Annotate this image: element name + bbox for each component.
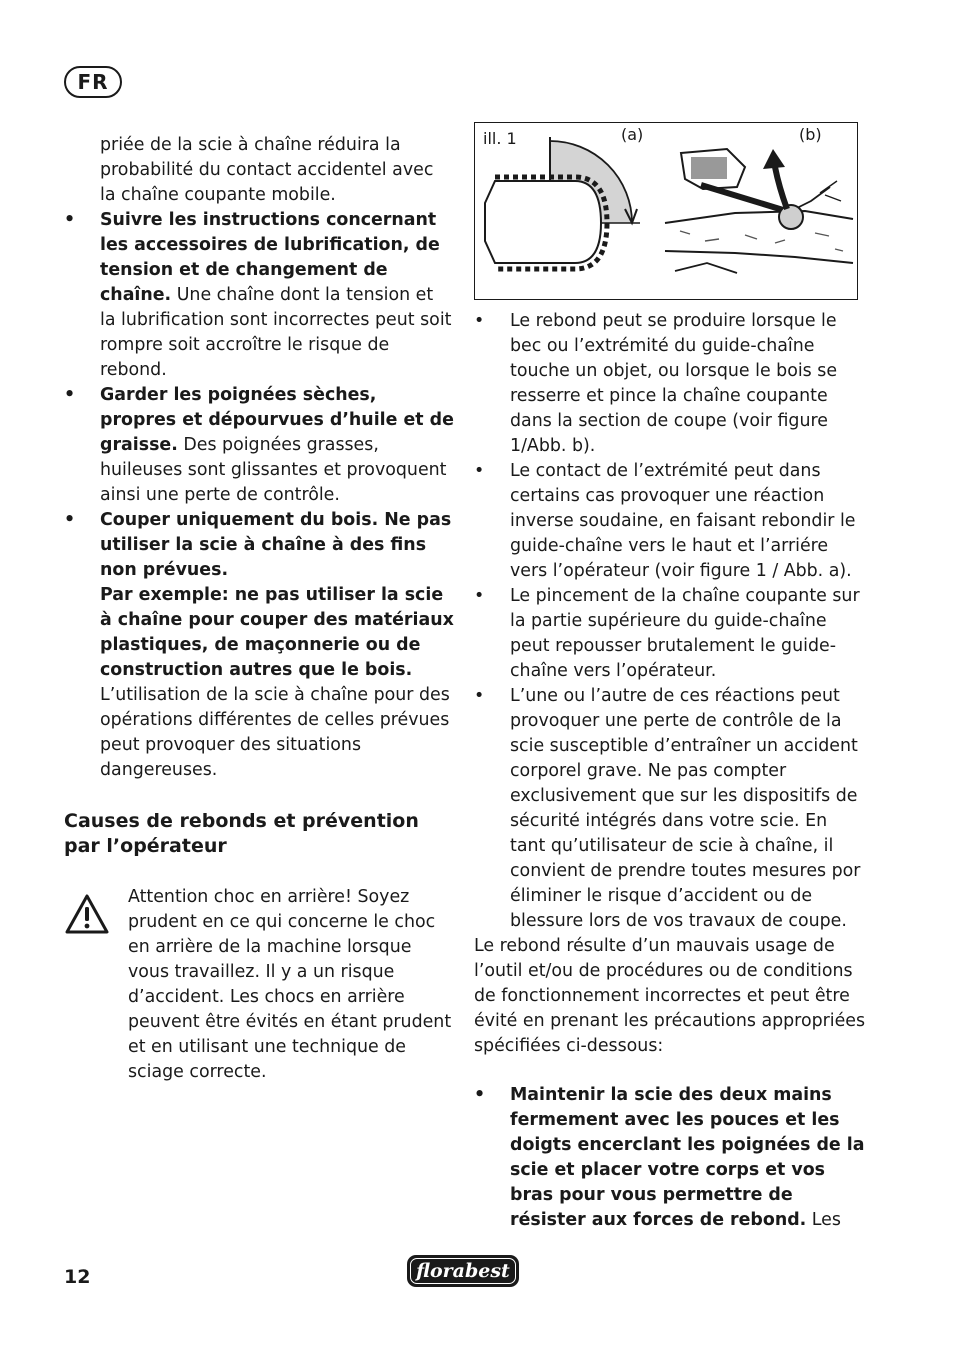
bullet-loss-of-control: [474, 684, 866, 934]
kickback-paragraph: Le rebond résulte d’un mauvais usage de l’outil et/ou de procédures ou de conditions de fonctionnement incorrectes et peut être évité en prenant les précautions appropriées spécifiées ci-dessous:: [474, 936, 866, 1056]
bullet-lubrication: [64, 208, 454, 383]
bullet-text: Les: [806, 1210, 841, 1230]
bullet-dot: •: [474, 586, 485, 606]
bullet-dot: •: [474, 1085, 486, 1105]
paragraph-continued: priée de la scie à chaîne réduira la probabilité du contact accidentel avec la chaîne coupante mobile.: [100, 135, 434, 205]
bullet-dot: •: [64, 385, 76, 405]
warning-text: Attention choc en arrière! Soyez prudent en ce qui concerne le choc en arrière de la machine lorsque vous travaillez. Il y a un risque d’accident. Les chocs en arrière peuvent être évités en étant prudent et en utilisant une technique de sciage correcte.: [128, 887, 452, 1082]
brand-logo: [407, 1255, 519, 1287]
bullet-text: Le rebond peut se produire lorsque le bec ou l’extrémité du guide-chaîne touche un objet, ou lorsque le bois se resserre et pince la chaîne coupante dans la section de coupe (voir figure 1/Abb. b).: [510, 311, 838, 456]
figure-label-a: (a): [621, 125, 644, 144]
kickback-illustration: [474, 122, 858, 300]
bullet-dot: •: [474, 461, 485, 481]
warning-block: [64, 885, 454, 1085]
bullet-dot: •: [474, 311, 485, 331]
left-column: [64, 133, 454, 1085]
bullet-text: Des poignées grasses, huileuses sont glissantes et provoquent ainsi une perte de contrôle.: [100, 435, 447, 505]
bullet-bold-text: Garder les poignées sèches, propres et dépourvues d’huile et de graisse.: [100, 385, 454, 455]
figure-label: ill. 1: [483, 129, 517, 148]
bullet-text: Une chaîne dont la tension et la lubrification sont incorrectes peut soit rompre soit accroître le risque de rebond.: [100, 285, 452, 380]
figure-label-b: (b): [799, 125, 822, 144]
bullet-tip-contact: [474, 459, 866, 584]
warning-triangle-icon: [64, 893, 110, 935]
bullet-two-hands: [474, 1083, 866, 1233]
bullet-dot: •: [64, 210, 76, 230]
bullet-bold-text: Maintenir la scie des deux mains fermement avec les pouces et les doigts encerclant les poignées de la scie et placer votre corps et vos bras pour vous permettre de résister aux forces de rebond.: [510, 1085, 865, 1230]
bullet-kickback-cause: [474, 309, 866, 459]
bullet-wood-only: [64, 508, 454, 783]
bullet-text: L’une ou l’autre de ces réactions peut provoquer une perte de contrôle de la scie susceptible d’entraîner un accident corporel grave. Ne pas compter exclusivement que sur les dispositifs de sécurité intégrés dans votre scie. En tant qu’utilisateur de scie à chaîne, il convient de prendre toutes mesures por éliminer le risque d’accident ou de blessure lors de vos travaux de coupe.: [510, 686, 861, 931]
bullet-text: Le pincement de la chaîne coupante sur la partie supérieure du guide-chaîne peut repousser brutalement le guide-chaîne vers l’opérateur.: [510, 586, 860, 681]
bullet-bold-text: Par exemple: ne pas utiliser la scie à chaîne pour couper des matériaux plastiques, de maçonnerie ou de construction autres que le bois.: [100, 585, 454, 680]
kickback-drawing: [475, 123, 857, 299]
brand-logo-text: florabest: [410, 1258, 516, 1284]
bullet-text: Le contact de l’extrémité peut dans certains cas provoquer une réaction inverse soudaine, en faisant rebondir le guide-chaîne vers le haut et l’arriére vers l’opérateur (voir figure 1 / Abb. a).: [510, 461, 856, 581]
right-column: [474, 309, 866, 1233]
bullet-text: L’utilisation de la scie à chaîne pour des opérations différentes de celles prévues peut provoquer des situations dangereuses.: [100, 685, 450, 780]
bullet-bold-text: Suivre les instructions concernant les accessoires de lubrification, de tension et de changement de chaîne.: [100, 210, 440, 305]
page-number: 12: [64, 1266, 91, 1288]
language-badge: FR: [64, 66, 122, 98]
section-heading: Causes de rebonds et prévention par l’opérateur: [64, 810, 419, 857]
bullet-pinching: [474, 584, 866, 684]
bullet-bold-text: Couper uniquement du bois. Ne pas utiliser la scie à chaîne à des fins non prévues.: [100, 510, 452, 580]
bullet-handles: [64, 383, 454, 508]
bullet-dot: •: [474, 686, 485, 706]
bullet-dot: •: [64, 510, 76, 530]
